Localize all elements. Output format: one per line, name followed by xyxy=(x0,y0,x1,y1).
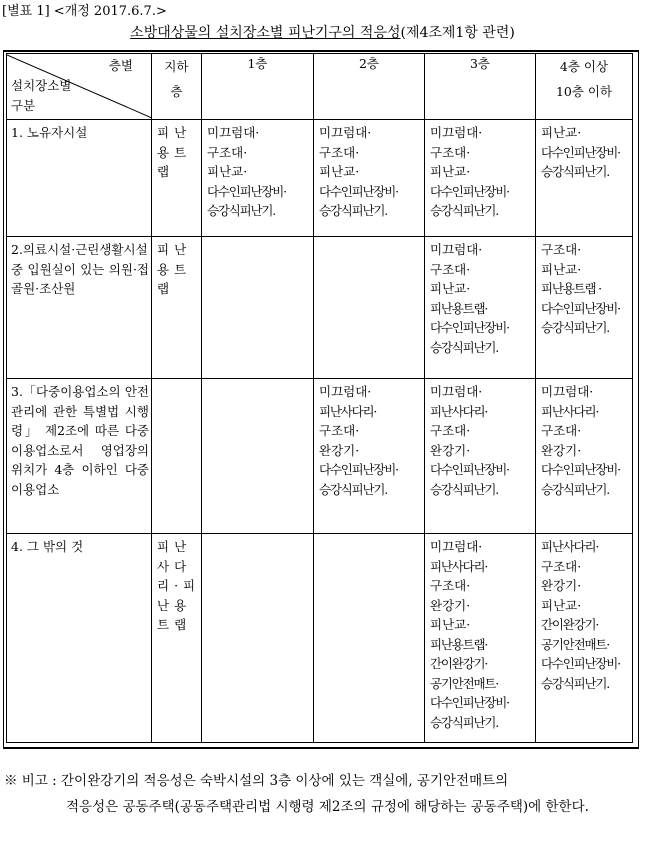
equipment-item: 피난사다리· xyxy=(541,539,599,554)
header-floor-3: 3층 xyxy=(425,54,536,120)
corner-header-cell xyxy=(7,54,152,120)
equipment-item: 미끄럼대· xyxy=(430,384,483,399)
equipment-item: 다수인피난장비· xyxy=(319,183,398,199)
equipment-item: 피난용트랩· xyxy=(430,300,488,316)
equipment-item: 미끄럼대· xyxy=(319,384,372,399)
header-floor-4-10-line: 4층 이상 xyxy=(559,59,609,74)
equipment-item: 피난사다리· xyxy=(430,403,488,419)
table-row xyxy=(7,534,633,743)
equipment-item: 승강식피난기. xyxy=(541,164,610,179)
equipment-item: 피난교· xyxy=(207,164,248,179)
equipment-item: 피난사다리· xyxy=(319,403,377,419)
row-category: 4. 그 밖의 것 xyxy=(7,534,152,743)
equipment-item: 승강식피난기. xyxy=(430,481,499,497)
equipment-item: 승강식피난기. xyxy=(319,203,388,218)
cell-basement xyxy=(152,379,202,534)
header-floor-4-10 xyxy=(536,54,633,120)
cell-f1 xyxy=(202,379,314,534)
equipment-item: 구조대· xyxy=(430,423,471,438)
cell-f1 xyxy=(202,534,314,743)
header-basement-line: 층 xyxy=(170,84,183,99)
cell-f4-10 xyxy=(536,237,633,379)
equipment-item: 승강식피난기. xyxy=(430,714,499,730)
header-basement xyxy=(152,54,202,120)
cell-f2 xyxy=(314,379,425,534)
equipment-item: 구조대· xyxy=(430,144,471,160)
equipment-item: 다수인피난장비· xyxy=(541,656,620,671)
header-floor-1: 1층 xyxy=(202,54,314,120)
equipment-item: 피난교· xyxy=(430,281,471,296)
equipment-item: 승강식피난기. xyxy=(541,320,610,335)
equipment-item: 피난교· xyxy=(430,164,471,179)
equipment-item: 미끄럼대· xyxy=(207,125,260,140)
equipment-item: 완강기· xyxy=(430,442,471,458)
cell-f4-10 xyxy=(536,120,633,237)
equipment-item: 승강식피난기. xyxy=(541,481,610,497)
cell-f1 xyxy=(202,237,314,379)
cell-f2 xyxy=(314,534,425,743)
header-basement-line: 지하 xyxy=(164,59,189,74)
title-main: 소방대상물의 설치장소별 피난기구의 적응성 xyxy=(130,25,401,41)
equipment-item: 구조대· xyxy=(319,423,360,438)
equipment-item: 구조대· xyxy=(541,242,582,257)
equipment-item: 다수인피난장비· xyxy=(541,462,620,477)
equipment-item: 다수인피난장비· xyxy=(319,462,398,477)
equipment-item: 구조대· xyxy=(430,261,471,277)
equipment-item: 피난교· xyxy=(430,617,471,632)
header-floor-4-10-line: 10층 이하 xyxy=(555,84,613,99)
equipment-item: 다수인피난장비· xyxy=(430,462,509,477)
equipment-item: 완강기· xyxy=(319,442,360,458)
cell-f2 xyxy=(314,237,425,379)
equipment-item: 공기안전매트· xyxy=(541,636,610,652)
equipment-item: 피난용트랩 · xyxy=(541,281,601,296)
equipment-item: 다수인피난장비· xyxy=(430,695,509,710)
equipment-item: 미끄럼대· xyxy=(541,384,594,399)
annex-label: [별표 1] <개정 2017.6.7.> xyxy=(2,4,167,19)
equipment-item: 피난교· xyxy=(541,261,582,277)
cell-basement: 피난사다리·피난용트랩 xyxy=(152,534,202,743)
remark-note xyxy=(4,768,634,820)
title-reference: (제4조제1항 관련) xyxy=(400,25,515,41)
remark-continuation: 적응성은 공동주택(공동주택관리법 시행령 제2조의 규정에 해당하는 공동주택)에 한한다. xyxy=(66,799,589,815)
cell-basement: 피난용트랩 xyxy=(152,120,202,237)
corner-label-floor: 층별 xyxy=(108,58,133,73)
cell-basement: 피난용트랩 xyxy=(152,237,202,379)
equipment-item: 미끄럼대· xyxy=(430,539,483,554)
equipment-item: 간이완강기· xyxy=(541,617,599,632)
cell-f3 xyxy=(425,120,536,237)
equipment-item: 피난사다리· xyxy=(430,558,488,574)
equipment-item: 피난교· xyxy=(541,597,582,613)
equipment-item: 승강식피난기. xyxy=(430,339,499,355)
evacuation-equipment-table xyxy=(6,53,633,743)
row-category: 3.「다중이용업소의 안전관리에 관한 특별법 시행령」 제2조에 따른 다중이용업소로서 영업장의 위치가 4층 이하인 다중이용업소 xyxy=(7,379,152,534)
equipment-item: 구조대· xyxy=(541,558,582,574)
equipment-item: 피난용트랩· xyxy=(430,636,488,652)
equipment-item: 다수인피난장비· xyxy=(430,320,509,335)
equipment-item: 다수인피난장비· xyxy=(207,183,286,199)
equipment-item: 승강식피난기. xyxy=(541,675,610,691)
equipment-item: 완강기· xyxy=(541,442,582,458)
equipment-item: 다수인피난장비· xyxy=(541,300,620,316)
equipment-item: 구조대· xyxy=(430,578,471,593)
table-row xyxy=(7,237,633,379)
table-row xyxy=(7,120,633,237)
cell-f4-10 xyxy=(536,534,633,743)
frame-bottom-rule xyxy=(3,747,639,748)
equipment-item: 승강식피난기. xyxy=(430,203,499,218)
equipment-item: 미끄럼대· xyxy=(430,242,483,257)
equipment-item: 완강기· xyxy=(430,597,471,613)
cell-f2 xyxy=(314,120,425,237)
table-header-row xyxy=(7,54,633,120)
row-category: 1. 노유자시설 xyxy=(7,120,152,237)
equipment-item: 다수인피난장비· xyxy=(430,183,509,199)
equipment-item: 미끄럼대· xyxy=(319,125,372,140)
table-row xyxy=(7,379,633,534)
corner-label-category: 구분 xyxy=(11,98,36,113)
equipment-item: 피난교· xyxy=(319,164,360,179)
equipment-item: 구조대· xyxy=(207,144,248,160)
equipment-item: 완강기· xyxy=(541,578,582,593)
remark-line-1: ※ 비고 : 간이완강기의 적응성은 숙박시설의 3층 이상에 있는 객실에, 공기안전매트의 xyxy=(4,773,509,789)
equipment-item: 피난사다리· xyxy=(541,403,599,419)
equipment-item: 미끄럼대· xyxy=(430,125,483,140)
equipment-item: 승강식피난기. xyxy=(319,481,388,497)
equipment-item: 간이완강기· xyxy=(430,656,488,671)
equipment-item: 구조대· xyxy=(319,144,360,160)
equipment-item: 공기안전매트· xyxy=(430,675,499,691)
corner-label-location: 설치장소별 xyxy=(11,78,72,93)
header-floor-2: 2층 xyxy=(314,54,425,120)
page-title xyxy=(0,22,645,42)
equipment-item: 피난교· xyxy=(541,125,582,140)
row-category: 2.의료시설·근린생활시설중 입원실이 있는 의원·접골원·조산원 xyxy=(7,237,152,379)
cell-f3 xyxy=(425,534,536,743)
cell-f3 xyxy=(425,379,536,534)
cell-f1 xyxy=(202,120,314,237)
equipment-item: 다수인피난장비· xyxy=(541,144,620,160)
cell-f4-10 xyxy=(536,379,633,534)
table-body xyxy=(7,120,633,743)
equipment-item: 승강식피난기. xyxy=(207,203,276,218)
equipment-item: 구조대· xyxy=(541,423,582,438)
cell-f3 xyxy=(425,237,536,379)
